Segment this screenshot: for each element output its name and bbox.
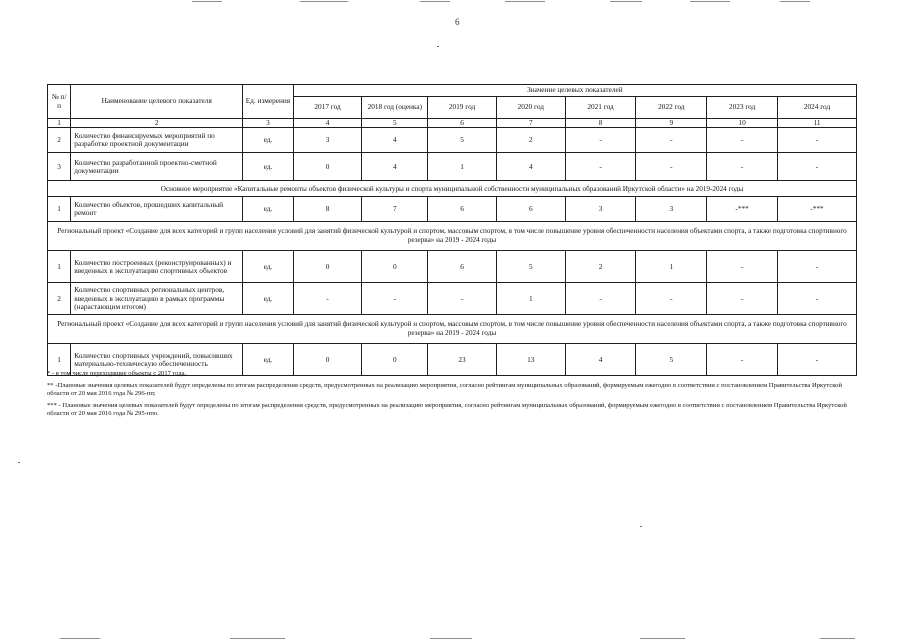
- row-value: -: [778, 153, 857, 181]
- row-value: -: [778, 128, 857, 153]
- row-value: 3: [636, 197, 707, 222]
- scan-speck: [640, 526, 642, 527]
- column-number: 11: [778, 119, 857, 128]
- row-name: Количество спортивных учреждений, повысивших материально-техническую обеспеченность: [71, 344, 243, 376]
- row-num: 1: [48, 344, 71, 376]
- column-number: 1: [48, 119, 71, 128]
- row-value: 5: [496, 251, 565, 283]
- targets-table: [47, 84, 857, 376]
- row-value: 5: [636, 344, 707, 376]
- row-value: 0: [293, 153, 362, 181]
- table-row: [48, 251, 857, 283]
- row-value: 3: [293, 128, 362, 153]
- row-value: 6: [496, 197, 565, 222]
- row-value: -: [428, 283, 497, 315]
- table-row: [48, 283, 857, 315]
- header-year: 2023 год: [707, 97, 778, 119]
- row-value: 0: [293, 251, 362, 283]
- row-value: -: [707, 251, 778, 283]
- row-value: -: [707, 283, 778, 315]
- row-value: -: [565, 128, 636, 153]
- header-year: 2020 год: [496, 97, 565, 119]
- header-year: 2021 год: [565, 97, 636, 119]
- scan-line-artifact: [610, 1, 642, 2]
- header-unit: Ед. измерения: [243, 85, 294, 119]
- row-value: -: [293, 283, 362, 315]
- column-number: 6: [428, 119, 497, 128]
- row-value: 0: [362, 251, 428, 283]
- row-value: 6: [428, 251, 497, 283]
- row-name: Количество построенных (реконструированных) и введенных в эксплуатацию спортивных объектов: [71, 251, 243, 283]
- row-value: 1: [496, 283, 565, 315]
- row-num: 1: [48, 251, 71, 283]
- row-value: 4: [362, 153, 428, 181]
- scan-line-artifact: [690, 1, 730, 2]
- row-value: 2: [565, 251, 636, 283]
- section-heading: Региональный проект «Создание для всех категорий и групп населения условий для занятий физической культурой и спортом, массовым спортом, в том числе повышение уровня обеспеченности населения объектами спорта, а также подготовка спортивного резерва» на 2019 - 2024 годы: [48, 315, 857, 344]
- section-heading: Основное мероприятие «Капитальные ремонты объектов физической культуры и спорта муниципальной собственности муниципальных образований Иркутской области» на 2019-2024 годы: [48, 181, 857, 197]
- row-value: 7: [362, 197, 428, 222]
- row-value: 1: [428, 153, 497, 181]
- row-unit: ед.: [243, 251, 294, 283]
- row-value: -: [362, 283, 428, 315]
- section-heading-row: [48, 315, 857, 344]
- column-number: 3: [243, 119, 294, 128]
- row-name: Количество разработанной проектно-сметной документации: [71, 153, 243, 181]
- scan-line-artifact: [60, 638, 100, 639]
- scan-line-artifact: [230, 638, 285, 639]
- scan-line-artifact: [192, 1, 222, 2]
- scan-line-artifact: [430, 638, 472, 639]
- row-value: -: [778, 344, 857, 376]
- header-year: 2022 год: [636, 97, 707, 119]
- row-value: 3: [565, 197, 636, 222]
- row-value: -: [707, 128, 778, 153]
- row-value: 4: [496, 153, 565, 181]
- table-row: [48, 197, 857, 222]
- column-number: 8: [565, 119, 636, 128]
- row-unit: ед.: [243, 283, 294, 315]
- row-name: Количество финансируемых мероприятий по разработке проектной документации: [71, 128, 243, 153]
- row-value: 2: [496, 128, 565, 153]
- row-value: 4: [362, 128, 428, 153]
- row-num: 2: [48, 128, 71, 153]
- row-value: 6: [428, 197, 497, 222]
- scan-line-artifact: [820, 638, 855, 639]
- section-heading-row: [48, 181, 857, 197]
- header-year: 2024 год: [778, 97, 857, 119]
- header-values-group: Значение целевых показателей: [293, 85, 856, 97]
- column-number: 5: [362, 119, 428, 128]
- header-year: 2019 год: [428, 97, 497, 119]
- footnote: ** -Плановые значения целевых показателей будут определены по итогам распределения средств, предусмотренных на реализацию мероприятия, согласно рейтингам муниципальных образований, формируемым ежегодно в соответствии с постановлением Правительства Иркутской области от 20 мая 2016 года № 296-пп;: [47, 381, 843, 398]
- row-unit: ед.: [243, 128, 294, 153]
- row-value: 13: [496, 344, 565, 376]
- row-value: 0: [362, 344, 428, 376]
- row-value: -***: [778, 197, 857, 222]
- row-unit: ед.: [243, 197, 294, 222]
- row-value: 8: [293, 197, 362, 222]
- scan-line-artifact: [300, 1, 348, 2]
- row-value: -: [636, 128, 707, 153]
- row-name: Количество объектов, прошедших капитальный ремонт: [71, 197, 243, 222]
- scan-line-artifact: [505, 1, 545, 2]
- scan-line-artifact: [420, 1, 450, 2]
- table-row: [48, 128, 857, 153]
- row-value: -: [636, 283, 707, 315]
- header-row-top: [48, 85, 857, 97]
- table-row: [48, 153, 857, 181]
- row-value: -: [707, 153, 778, 181]
- column-number: 4: [293, 119, 362, 128]
- column-number: 2: [71, 119, 243, 128]
- row-value: 0: [293, 344, 362, 376]
- row-num: 2: [48, 283, 71, 315]
- column-number: 9: [636, 119, 707, 128]
- footnotes: [47, 370, 852, 422]
- row-value: 5: [428, 128, 497, 153]
- page-number: 6: [455, 17, 460, 27]
- scan-line-artifact: [780, 1, 810, 2]
- scan-line-artifact: [640, 638, 685, 639]
- section-heading: Региональный проект «Создание для всех категорий и групп населения условий для занятий физической культурой и спортом, массовым спортом, в том числе повышение уровня обеспеченности населения объектами спорта, а также подготовка спортивного резерва» на 2019 - 2024 годы: [48, 222, 857, 251]
- row-num: 3: [48, 153, 71, 181]
- header-name: Наименование целевого показателя: [71, 85, 243, 119]
- footnote: * - в том числе переходящие объекты с 2017 года.: [47, 370, 187, 377]
- row-value: -: [636, 153, 707, 181]
- scan-speck: [18, 462, 20, 463]
- section-heading-row: [48, 222, 857, 251]
- row-value: -: [778, 251, 857, 283]
- row-value: 4: [565, 344, 636, 376]
- row-num: 1: [48, 197, 71, 222]
- header-num: № п/п: [48, 85, 71, 119]
- row-value: -: [565, 153, 636, 181]
- column-number: 10: [707, 119, 778, 128]
- header-year: 2018 год (оценка): [362, 97, 428, 119]
- row-name: Количество спортивных региональных центров, введенных в эксплуатацию в рамках программы (нарастающим итогом): [71, 283, 243, 315]
- footnote: *** - Плановые значения целевых показателей будут определены по итогам распределения средств, предусмотренных на реализацию мероприятия, согласно рейтингам муниципальных образований, формируемым ежегодно в соответствии с постановлением Правительства Иркутской области от 20 мая 2016 года № 295-ппо.: [47, 401, 847, 418]
- column-number-row: [48, 119, 857, 128]
- row-value: -***: [707, 197, 778, 222]
- row-unit: ед.: [243, 344, 294, 376]
- header-year: 2017 год: [293, 97, 362, 119]
- row-unit: ед.: [243, 153, 294, 181]
- row-value: 23: [428, 344, 497, 376]
- row-value: -: [565, 283, 636, 315]
- column-number: 7: [496, 119, 565, 128]
- row-value: -: [778, 283, 857, 315]
- row-value: 1: [636, 251, 707, 283]
- scan-speck: [437, 46, 439, 47]
- row-value: -: [707, 344, 778, 376]
